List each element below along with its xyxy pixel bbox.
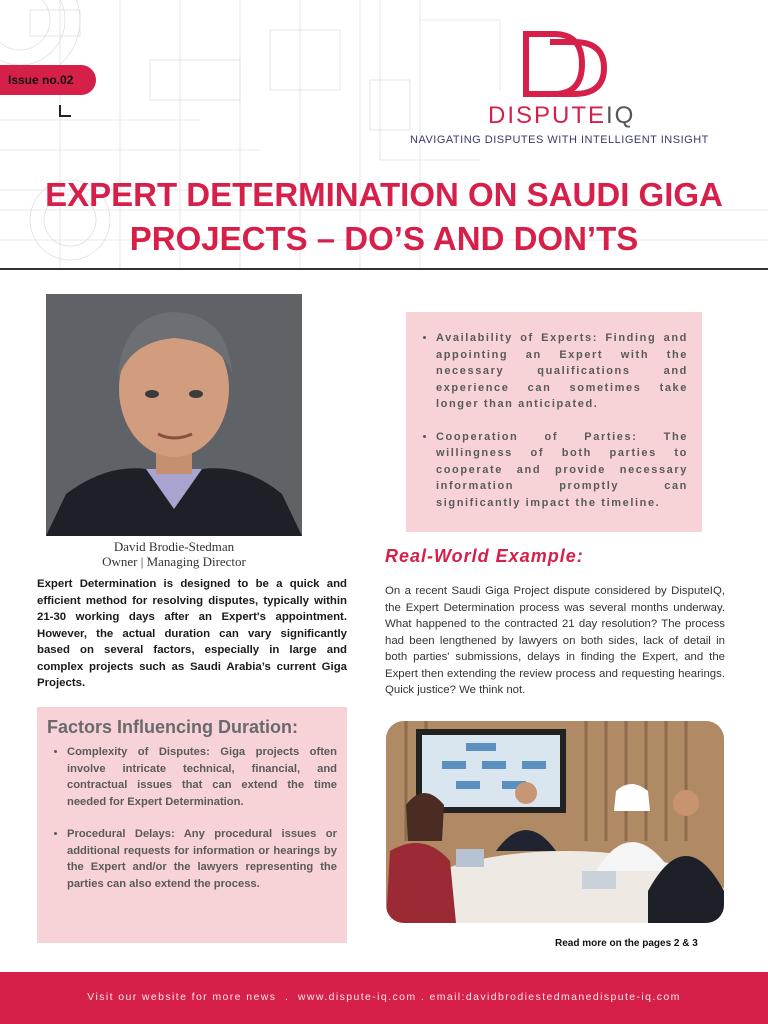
issue-badge: Issue no.02 [0,65,96,95]
author-role: Owner | Managing Director [102,554,246,569]
additional-factors-panel [406,312,702,532]
additional-factors-list [420,330,688,511]
disputeiq-logo [520,28,612,100]
brand-tagline: NAVIGATING DISPUTES WITH INTELLIGENT INSIGHT [410,134,709,146]
list-item: • Cooperation of Parties: The willingness of both parties to cooperate and provide necessary information promptly can significantly impact the timeline. [436,429,688,512]
example-paragraph: On a recent Saudi Giga Project dispute considered by DisputeIQ, the Expert Determination process was several months underway. What happened to the contracted 21 day resolution? The process had been lengthened by lawyers on both sides, lack of detail in both parties' submissions, delays in finding the Expert, and the Expert then extending the review process and requesting hearings. Quick justice? We think not. [385,585,725,696]
brand-name [488,102,648,130]
factors-panel [37,707,347,943]
factors-heading: Factors Influencing Duration: [47,717,299,737]
footer-text: Visit our website for more news . www.dispute-iq.com . email:davidbrodiestedmanedispute-iq.com [87,991,681,1003]
article-title: EXPERT DETERMINATION ON SAUDI GIGA PROJECTS – DO’S AND DON’TS [45,176,723,257]
meeting-photo [386,721,724,923]
footer-bar [0,972,768,1024]
brand-name-suffix: IQ [606,102,636,129]
list-item: • Procedural Delays: Any procedural issues or additional requests for information or hearings by the Expert and/or the lawyers representing the parties can also extend the process. [67,826,337,892]
list-item: • Availability of Experts: Finding and appointing an Expert with the necessary qualifications and experience can sometimes take longer than anticipated. [436,330,688,413]
header-divider [0,268,768,270]
brand-name-main: DISPUTE [488,102,607,129]
intro-paragraph: Expert Determination is designed to be a quick and efficient method for resolving disputes, typically within 21-30 working days after an Expert's appointment. However, the actual duration can vary significantly based on several factors, especially in large and complex projects such as Saudi Arabia’s current Giga Projects. [37,578,347,689]
corner-mark-icon [58,104,72,118]
author-photo [46,294,302,536]
author-caption [46,539,302,569]
example-heading: Real-World Example: [385,546,584,566]
list-item: • Complexity of Disputes: Giga projects often involve intricate technical, financial, and contractual issues that can extend the time needed for Expert Determination. [67,744,337,810]
author-name: David Brodie-Stedman [113,539,235,554]
factors-list [47,744,337,892]
read-more-note: Read more on the pages 2 & 3 [555,938,698,949]
